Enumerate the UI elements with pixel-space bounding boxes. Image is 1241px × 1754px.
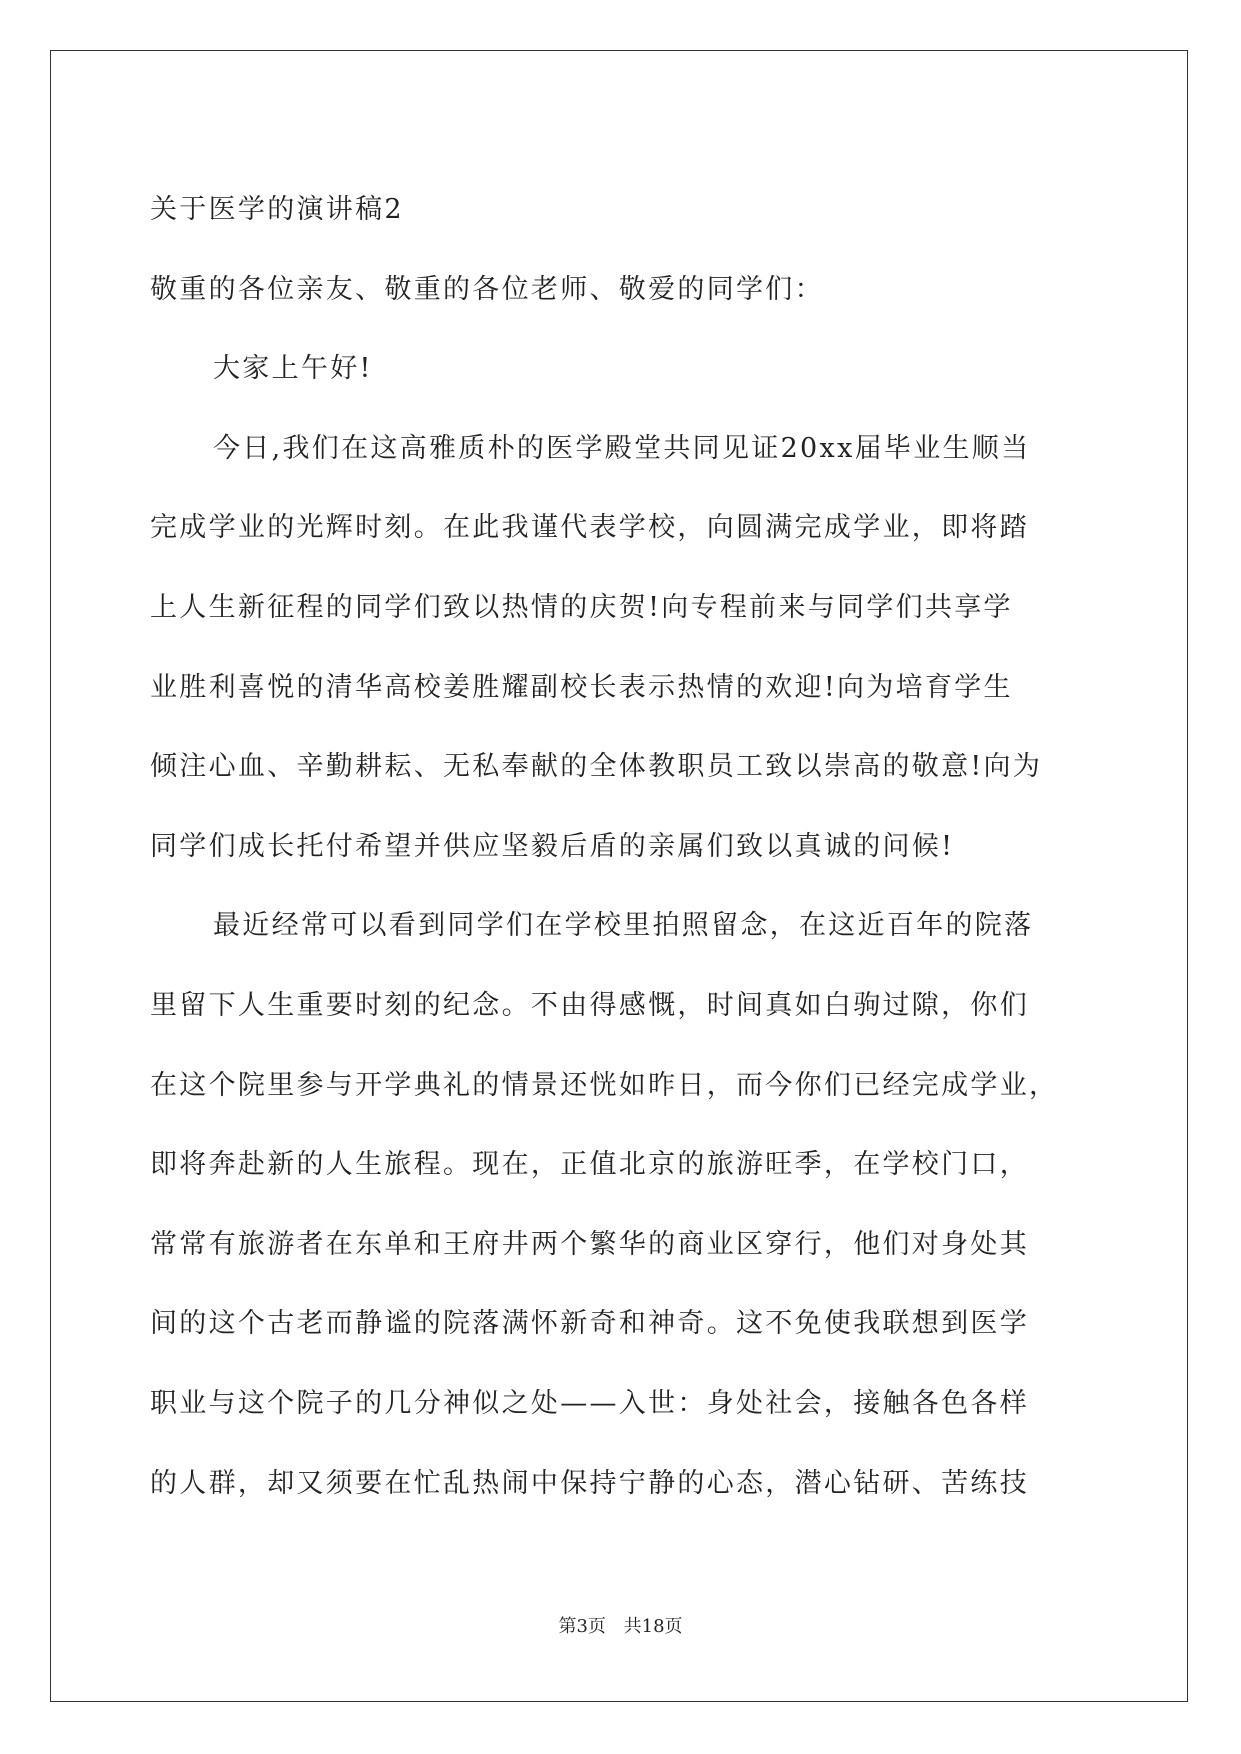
paragraph-line: 业胜利喜悦的清华高校姜胜耀副校长表示热情的欢迎!向为培育学生	[150, 671, 1013, 703]
paragraph-2	[150, 886, 1095, 1523]
paragraph-line: 即将奔赴新的人生旅程。现在，正值北京的旅游旺季，在学校门口，	[150, 1149, 1029, 1181]
paragraph-line: 在这个院里参与开学典礼的情景还恍如昨日，而今你们已经完成学业，	[150, 1069, 1059, 1101]
greeting: 大家上午好!	[213, 353, 373, 385]
paragraph-line: 职业与这个院子的几分神似之处——入世：身处社会，接触各色各样	[150, 1387, 1029, 1419]
paragraph-line: 倾注心血、辛勤耕耘、无私奉献的全体教职员工致以崇高的敬意!向为	[150, 751, 1043, 783]
paragraph-line: 里留下人生重要时刻的纪念。不由得感慨，时间真如白驹过隙，你们	[150, 989, 1029, 1021]
paragraph-line: 完成学业的光辉时刻。在此我谨代表学校，向圆满完成学业，即将踏	[150, 512, 1029, 544]
document-title: 关于医学的演讲稿2	[150, 194, 404, 225]
salutation: 敬重的各位亲友、敬重的各位老师、敬爱的同学们：	[150, 273, 824, 305]
paragraph-line: 的人群，却又须要在忙乱热闹中保持宁静的心态，潜心钻研、苦练技	[150, 1467, 1029, 1499]
paragraph-line: 同学们成长托付希望并供应坚毅后盾的亲属们致以真诚的问候!	[150, 830, 955, 862]
page-number-current: 第3页	[558, 1616, 606, 1637]
page-footer	[0, 1612, 1241, 1638]
paragraph-line: 上人生新征程的同学们致以热情的庆贺!向专程前来与同学们共享学	[150, 591, 1013, 623]
paragraph-line: 间的这个古老而静谧的院落满怀新奇和神奇。这不免使我联想到医学	[150, 1308, 1029, 1340]
page-number-total: 共18页	[623, 1616, 683, 1637]
paragraph-line: 最近经常可以看到同学们在学校里拍照留念，在这近百年的院落	[213, 910, 1034, 942]
paragraph-1	[150, 409, 1095, 887]
paragraph-line: 常常有旅游者在东单和王府井两个繁华的商业区穿行，他们对身处其	[150, 1228, 1029, 1260]
document-body	[150, 170, 1095, 1523]
paragraph-line: 今日,我们在这高雅质朴的医学殿堂共同见证20xx届毕业生顺当	[213, 432, 1031, 464]
